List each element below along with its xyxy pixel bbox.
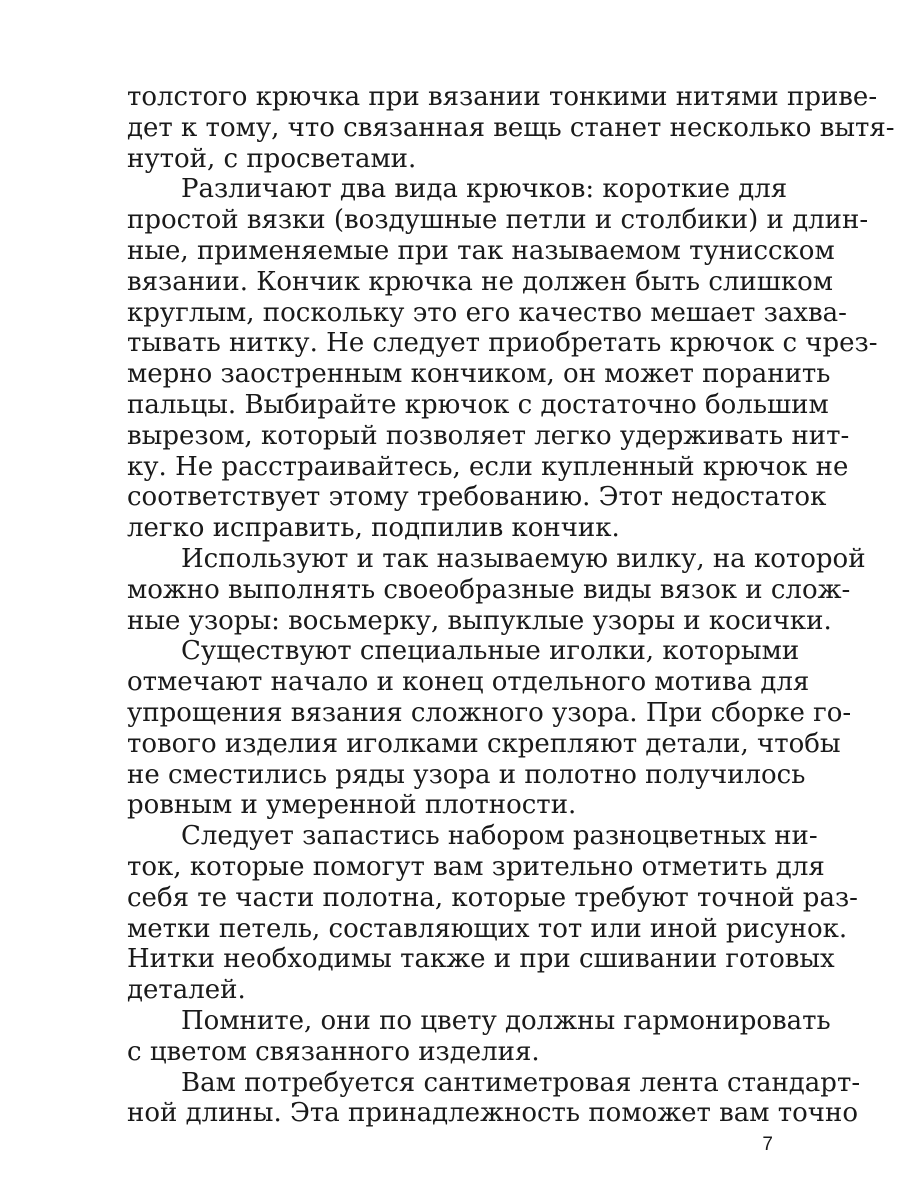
text-line: соответствует этому требованию. Этот недостаток: [127, 482, 827, 513]
page-number: 7: [762, 1134, 773, 1155]
text-line: нутой, с просветами.: [127, 143, 417, 174]
text-line: не сместились ряды узора и полотно получилось: [127, 759, 806, 790]
text-line: ной длины. Эта принадлежность поможет вам точно: [127, 1098, 858, 1129]
text-line: Существуют специальные иголки, которыми: [181, 636, 800, 667]
text-line: деталей.: [127, 975, 246, 1006]
text-line: с цветом связанного изделия.: [127, 1036, 540, 1067]
text-line: мерно заостренным кончиком, он может поранить: [127, 359, 831, 390]
text-line: толстого крючка при вязании тонкими нитями приве-: [127, 82, 878, 112]
text-line: Нитки необходимы также и при сшивании готовых: [127, 944, 835, 975]
text-line: вырезом, который позволяет легко удерживать нит-: [127, 420, 850, 451]
text-line: ровным и умеренной плотности.: [127, 790, 577, 821]
text-line: тывать нитку. Не следует приобретать крючок с чрез-: [127, 328, 878, 359]
body-text: [127, 82, 895, 1129]
text-line: ку. Не расстраивайтесь, если купленный крючок не: [127, 451, 849, 482]
text-line: Используют и так называемую вилку, на которой: [181, 543, 866, 574]
text-line: ные узоры: восьмерку, выпуклые узоры и косички.: [127, 605, 832, 636]
text-line: отмечают начало и конец отдельного мотива для: [127, 667, 810, 698]
text-line: можно выполнять своеобразные виды вязок и слож-: [127, 574, 851, 605]
text-line: метки петель, составляющих тот или иной рисунок.: [127, 913, 848, 944]
text-line: ток, которые помогут вам зрительно отметить для: [127, 851, 825, 882]
text-line: Следует запастись набором разноцветных ни-: [181, 821, 818, 852]
text-line: Различают два вида крючков: короткие для: [181, 174, 788, 205]
text-line: упрощения вязания сложного узора. При сборке го-: [127, 697, 852, 728]
text-line: себя те части полотна, которые требуют точной раз-: [127, 882, 858, 913]
text-line: легко исправить, подпилив кончик.: [127, 513, 620, 544]
text-line: простой вязки (воздушные петли и столбики) и длин-: [127, 205, 869, 236]
text-line: дет к тому, что связанная вещь станет несколько вытя-: [127, 112, 895, 143]
text-line: вязании. Кончик крючка не должен быть слишком: [127, 266, 834, 297]
text-line: пальцы. Выбирайте крючок с достаточно большим: [127, 389, 829, 420]
text-line: Помните, они по цвету должны гармонировать: [181, 1005, 831, 1036]
text-line: тового изделия иголками скрепляют детали, чтобы: [127, 728, 841, 759]
text-line: круглым, поскольку это его качество мешает захва-: [127, 297, 847, 328]
text-line: Вам потребуется сантиметровая лента стандарт-: [181, 1067, 861, 1098]
text-line: ные, применяемые при так называемом тунисском: [127, 235, 835, 266]
